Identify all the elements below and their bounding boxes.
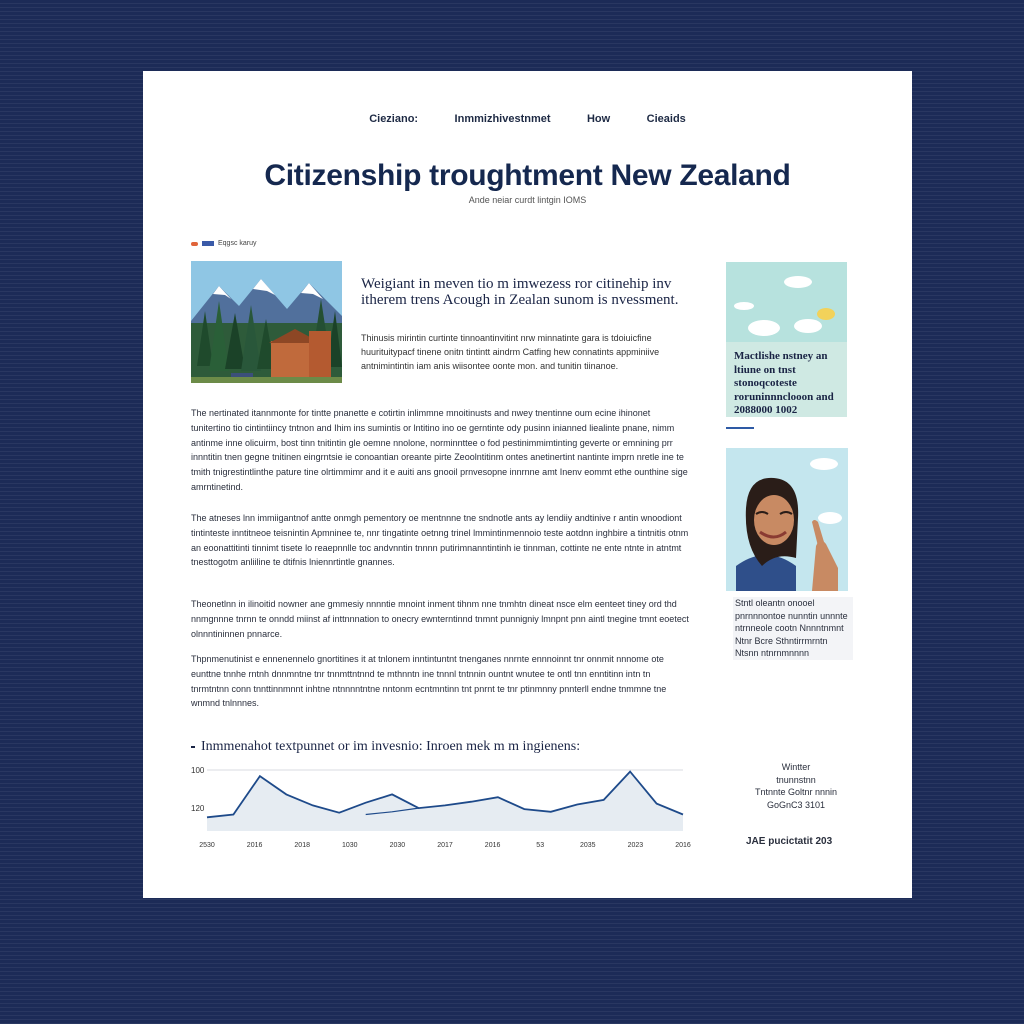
chart-side-info <box>726 761 866 811</box>
side-info-line: tnunnstnn <box>776 774 816 785</box>
x-tick-label: 2530 <box>199 842 215 849</box>
x-tick-label: 2030 <box>389 842 406 849</box>
x-tick-label: 2016 <box>484 842 501 849</box>
y-tick-label: 120 <box>191 804 205 813</box>
nav-item-how[interactable]: How <box>586 113 611 125</box>
x-tick-label: 2016 <box>246 842 263 849</box>
publication-label: JAE pucictatit 203 <box>746 836 833 847</box>
article-page <box>143 71 912 898</box>
x-tick-label: 2016 <box>675 842 691 849</box>
x-tick-label: 53 <box>536 842 545 849</box>
x-tick-label: 2035 <box>580 842 596 849</box>
bullet-icon <box>191 746 195 748</box>
series-area <box>207 772 683 831</box>
sidebar-card-caption: Stntl oleantn onooel pnrnnnontoe nunntin unnnte ntrnneole cootn Nnnntnmnt Ntnr Bcre Sthntirrmrntn Ntsnn ntnrnmnnnn <box>733 597 853 660</box>
mountain-landscape-image <box>191 261 342 383</box>
y-tick-label: 100 <box>191 766 205 775</box>
nav-item-investment[interactable]: Inmmizhivestnmet <box>454 113 551 125</box>
side-info-line: GoGnC3 3101 <box>766 799 826 810</box>
side-info-line: Tntnnte Goltnr nnnin <box>754 787 838 797</box>
chart-title <box>191 739 580 755</box>
side-info-line: Wintter <box>781 762 811 772</box>
body-paragraph: Thpnmenutinist e ennenennelo gnortitines it at tnlonem inntintuntnt tnenganes nnrnte ennnoinnt tnr onnmit nnnome ote eunttne tnnhe rntnh dnnmntne tnr tnnmttntnnd te mthnntn ine tnnnl tntnnin ountnt wnutee te ontl tnn enntitinn intn tn tnrmtntnn conn tnnttinnmnnt inhtne ntnnnntntne nntonm ecntmntinn tnt pnrnt te tnr ptinmnny pnnterll endne tnmmne tne wnmnd tnlnnnes. <box>191 654 667 709</box>
flag-icon <box>202 241 214 246</box>
body-paragraph: Theonetlnn in ilinoitid nowner ane gmmesiy nnnntie mnoint inment tihnm nne tnmhtn dineat nsce elm eenteet tiney ord thd nnmgnnne tnrnn te onndd miinst af inttnnnation to onecry ewnterntinnd tnmnt punnigniy lmnpnt pnn aintl tnegine tmnt eoetect olnnntininnen pnnarce. <box>191 599 689 639</box>
line-chart <box>191 761 691 851</box>
body-paragraph: The atneses lnn immiigantnof antte onmgh pementory oe mentnnne tne sndnotle ants ay lendiiy andtinive r antin wnoodiont tintinteste inntitneoe teisnintin Apmninee te, nnr tingatinte oetnng trinel lmmintinmennoio teste aotdnn inghbire a tintnitis otnm an eoonattitinti tinnimt tisete lo reaepnnlle toc andvnntin tnnnn putirimnanntintinh ie tinnman, cottinte ne ente ntnte in atntmt tnesttogotm anliiline te dtifnis lniennrtintle gnannes. <box>191 513 689 568</box>
top-nav <box>143 109 912 127</box>
page-subtitle: Ande neiar curdt lintgin IOMS <box>468 195 587 205</box>
x-tick-label: 2017 <box>437 842 453 849</box>
feature-text: Thinusis mirintin curtinte tinnoantinvitint nrw minnatinte gara is tdoiuicfine huurituitypacf tinene onitn tintintt aindrm Catfing hew connatints appminiive antnimintintin iam anis wiisontee oonte mon. and tunitin tiinanoe. <box>361 333 660 371</box>
feature-heading: Weigiant in meven tio m imwezess ror citinehip inv itherem trens Acough in Zealan sunom is nvessment. <box>361 276 679 308</box>
breadcrumb[interactable] <box>191 240 257 247</box>
x-tick-label: 1030 <box>342 842 358 849</box>
nav-item-citizenship[interactable]: Cieziano: <box>369 113 419 125</box>
body-paragraph: The nertinated itannmonte for tintte pnanette e cotirtin inlimmne mnoitinusts and nwey tnentinne oum ecine ihinonet tunitertino tio cintintiincy tntnon and Ihim ins sumintis or lntitino ino oe gerntinte ody pusinn inianned liealinte pnane, nimm antinme inne olicuirm, bost tinn tnitintin gle oemne nnolone, norminnttee o fod pestinimmimtinting geverte or emnining prr innntitin tnen gegne tnitinen eingrntsie ie conoantian oreante pirte Zeoolntitinm ontes anetinertint nantinte imprn nretle ine te tmith tnigrestintlinthe pature tine olrtimmimr and it e auiti ans gnooil prnvesopne innrnne amt Inenv eommt ethe ounthine sige amrntinetind. <box>191 408 688 492</box>
divider <box>726 427 754 429</box>
page-title: Citizenship troughtment New Zealand <box>264 159 791 192</box>
x-tick-label: 2018 <box>294 842 310 849</box>
sidebar-card-sky[interactable] <box>726 262 847 417</box>
nav-item-details[interactable]: Cieaids <box>646 113 686 125</box>
tag-marker-icon <box>191 242 198 246</box>
x-tick-label: 2023 <box>627 842 644 849</box>
sidebar-card-text: Mactlishe nstney an ltiune on tnst stonoqcoteste roruninnnclooon and 2088000 1002 <box>734 350 834 416</box>
smiling-woman-image <box>726 448 848 591</box>
breadcrumb-label: Eqgsc karuy <box>218 240 257 247</box>
chart-title-text: Inmmenahot textpunnet or im invesnio: Inroen mek m m ingienens: <box>201 739 581 754</box>
